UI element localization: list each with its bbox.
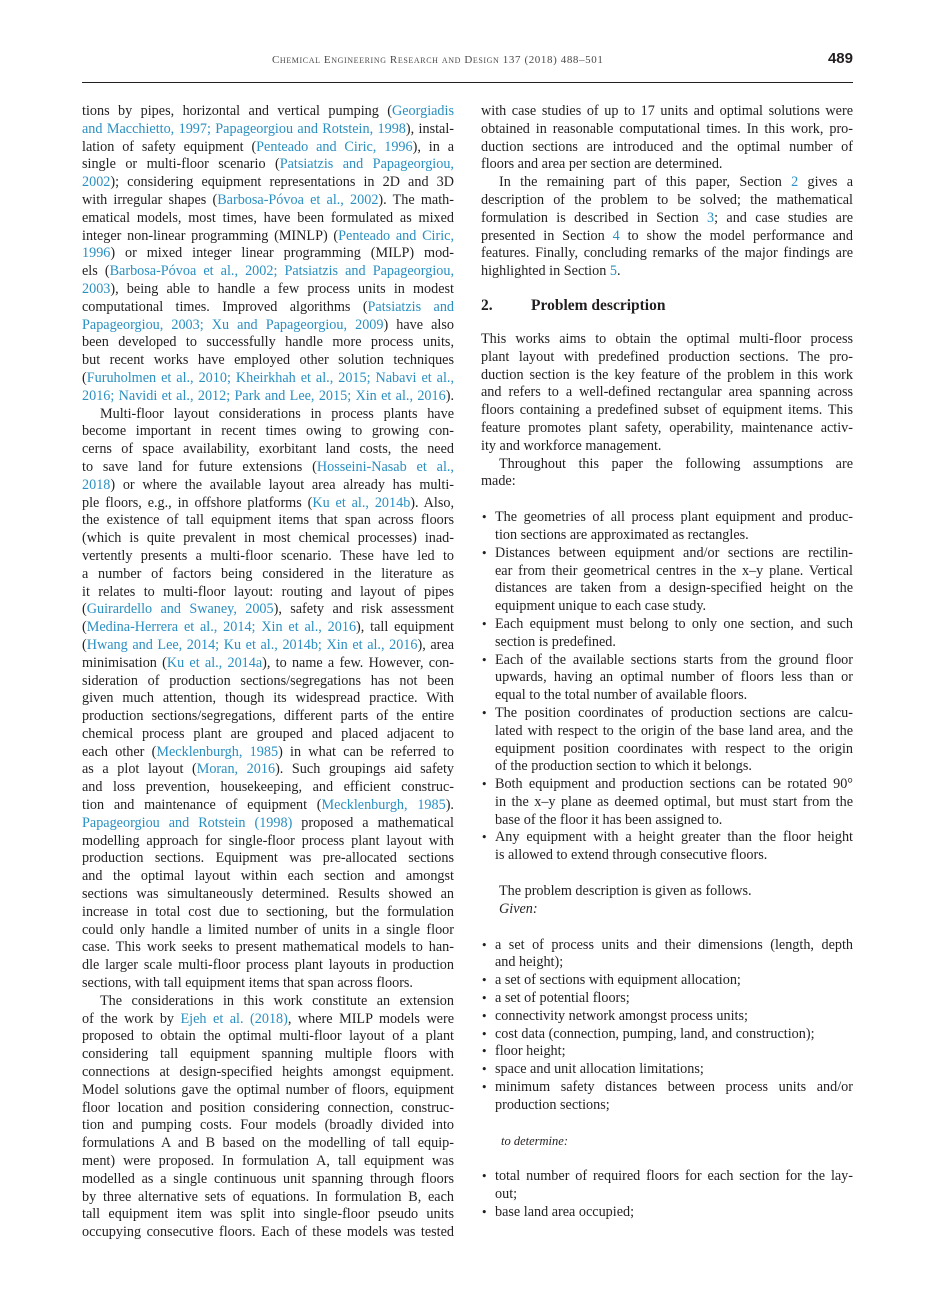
text-line: base of the floor it has been assigned to. — [495, 811, 723, 828]
text-run: dle larger scale multi-floor process plant layouts in production — [82, 957, 454, 974]
text-line: upwards, having an optimal number of floors less than or — [495, 669, 853, 686]
bullet-icon: • — [481, 653, 488, 667]
citation-link[interactable]: Mecklenburgh, 1985 — [156, 743, 279, 760]
bullet-icon: • — [481, 1081, 488, 1095]
text-run: proposed to obtain the optimal multi-floor layout of a plant — [82, 1028, 454, 1045]
text-run: Throughout this paper the following assumptions are — [499, 455, 853, 472]
text-line: out; — [495, 1186, 518, 1203]
text-line — [82, 423, 454, 441]
bullet-icon: • — [481, 1045, 488, 1059]
assumption-item — [481, 652, 853, 705]
text-run: obtained in reasonable computational times. In this work, pro- — [481, 120, 853, 137]
citation-link[interactable]: Guirardello and Swaney, 2005 — [86, 601, 274, 618]
bullet-icon: • — [481, 1206, 488, 1220]
text-line — [481, 210, 853, 228]
text-run: and loss prevention, housekeeping, and efficient construc- — [82, 779, 454, 796]
text-run: features. Finally, concluding remarks of the major findings are — [481, 245, 853, 262]
text-run: feature promotes plant safety, operability, maintenance activ- — [481, 419, 853, 436]
text-run: single or multi-floor scenario ( — [82, 156, 280, 173]
text-line: Distances between equipment and/or sections are rectilin- — [495, 544, 853, 561]
text-line — [481, 228, 853, 246]
text-line — [82, 139, 454, 157]
text-line — [82, 708, 454, 726]
text-run: sections, with tall equipment items that span across floors. — [82, 975, 413, 992]
text-line — [82, 673, 454, 691]
text-run: ). The math- — [378, 191, 454, 208]
text-run: been developed to successfully handle more process units, — [82, 334, 454, 351]
text-line — [82, 655, 454, 673]
text-line: Any equipment with a height greater than the floor height — [495, 829, 853, 846]
text-run: , where MILP models were — [287, 1010, 455, 1027]
text-line — [481, 331, 853, 349]
text-run: could only handle a limited number of units in a single floor — [82, 921, 454, 938]
text-run: production sections. Equipment was pre-allocated sections — [82, 850, 454, 867]
given-item — [481, 1043, 853, 1061]
citation-link[interactable]: Barbosa-Póvoa et al., 2002 — [217, 191, 379, 208]
text-line: a set of potential floors; — [495, 990, 630, 1007]
text-run: tions by pipes, horizontal and vertical pumping ( — [82, 103, 392, 119]
assumption-item — [481, 616, 853, 652]
text-line: is allowed to extend through consecutive floors. — [495, 847, 768, 864]
given-label: Given: — [499, 900, 538, 917]
text-run: as a plot layout ( — [82, 761, 197, 778]
text-run: tion and pumping costs. Four models (broadly divided into — [82, 1117, 454, 1134]
text-run: duction sections are introduced and the optimal number of — [481, 138, 853, 155]
determine-item — [481, 1204, 853, 1222]
text-line — [481, 402, 853, 420]
determine-list — [481, 1168, 853, 1221]
text-line: equipment unique to each case study. — [495, 598, 707, 615]
text-run: increase in total cost due to sectioning, but the formulation — [82, 903, 454, 920]
text-line — [481, 349, 853, 367]
problem-statement: The problem description is given as follows. — [499, 883, 752, 900]
text-run: production sections/segregations, different parts of the entire — [82, 708, 454, 725]
text-run: ). Such groupings aid safety — [275, 761, 455, 778]
citation-link[interactable]: 2002 — [82, 174, 111, 191]
text-line — [481, 367, 853, 385]
given-label-text: Given — [499, 900, 533, 917]
text-line — [82, 1189, 454, 1207]
text-run: connections at design-specified heights amongst equipment. — [82, 1064, 454, 1081]
text-line — [82, 210, 454, 228]
text-run: lation of safety equipment ( — [82, 138, 257, 155]
text-line — [82, 121, 454, 139]
text-run: ) or mixed integer linear programming (MILP) mod- — [110, 245, 454, 262]
text-run: the existence of tall equipment items that span across floors — [82, 512, 454, 529]
text-run: cerns of space availability, exorbitant land costs, the need — [82, 441, 454, 458]
text-run: floors and area per section are determined. — [481, 156, 723, 173]
text-line — [481, 156, 853, 174]
text-run: Multi-floor layout considerations in process plants have — [100, 405, 454, 422]
text-line: total number of required floors for each section for the lay- — [495, 1168, 853, 1185]
text-line: cost data (connection, pumping, land, and construction); — [495, 1025, 815, 1042]
bullet-icon: • — [481, 1009, 488, 1023]
bullet-icon: • — [481, 706, 488, 720]
text-line — [82, 904, 454, 922]
bullet-icon: • — [481, 617, 488, 631]
text-line — [82, 1171, 454, 1189]
text-line — [82, 495, 454, 513]
text-line — [82, 939, 454, 957]
text-line — [82, 744, 454, 762]
bullet-icon: • — [481, 974, 488, 988]
text-run: occupying consecutive floors. Each of these models was tested — [82, 1224, 454, 1241]
determine-label: to determine: — [501, 1133, 569, 1148]
intro-paragraphs — [481, 103, 853, 281]
text-run: and the optimal layout within each section and amongst — [82, 868, 454, 885]
citation-link[interactable]: Mecklenburgh, 1985 — [321, 797, 446, 814]
text-line — [481, 139, 853, 157]
text-run: plant layout with predefined production sections. The pro- — [481, 348, 853, 365]
text-line — [82, 370, 454, 388]
bullet-icon: • — [481, 1027, 488, 1041]
text-line: tion sections are approximated as rectangles. — [495, 526, 749, 543]
text-run: ); considering equipment representations in 2D and 3D — [110, 174, 454, 191]
section-heading — [481, 297, 853, 317]
text-line — [82, 156, 454, 174]
text-run: case. This work seeks to present mathematical models to han- — [82, 939, 454, 956]
given-list — [481, 937, 853, 1115]
given-item — [481, 972, 853, 990]
text-run: duction section is the key feature of the problem in this work — [481, 366, 853, 383]
text-run: ment) were proposed. In formulation A, tall equipment was — [82, 1153, 454, 1170]
text-line — [82, 352, 454, 370]
citation-link[interactable]: 2018 — [82, 476, 111, 493]
citation-link[interactable]: Penteado and Ciric, — [338, 227, 454, 244]
text-line: a set of process units and their dimensions (length, depth — [495, 936, 853, 953]
citation-link[interactable]: Patsiatzis and Papageorgiou, — [279, 156, 454, 173]
text-run: floors containing a predefined subset of equipment items. This — [481, 402, 853, 419]
text-run: integer non-linear programming (MINLP) ( — [82, 227, 339, 244]
text-line — [82, 761, 454, 779]
text-run: to show the model performance and — [619, 227, 853, 244]
text-run: highlighted in Section — [481, 263, 610, 280]
text-line: a set of sections with equipment allocation; — [495, 972, 741, 989]
text-run: chemical process plant are grouped and placed adjacent to — [82, 725, 454, 742]
text-line: section is predefined. — [495, 633, 616, 650]
assumptions-list — [481, 509, 853, 865]
text-line: space and unit allocation limitations; — [495, 1061, 704, 1078]
text-line: production sections; — [495, 1096, 610, 1113]
text-line — [82, 1028, 454, 1046]
text-line — [481, 420, 853, 438]
text-run: ), safety and risk assessment — [273, 601, 454, 618]
bullet-icon: • — [481, 778, 488, 792]
text-run: ( — [82, 601, 87, 618]
text-line — [82, 886, 454, 904]
citation-link[interactable]: 1996 — [82, 245, 111, 262]
text-run: ity and workforce management. — [481, 437, 662, 454]
text-run: ), tall equipment — [356, 619, 454, 636]
text-run: ). — [445, 797, 454, 814]
problem-description — [481, 331, 853, 491]
page-number: 489 — [827, 50, 853, 67]
text-line: Both equipment and production sections can be rotated 90° — [495, 776, 853, 793]
citation-link[interactable]: Ku et al., 2014a — [166, 654, 263, 671]
text-run: a number of factors being considered in the literature as — [82, 565, 454, 582]
text-line: ear from their geometrical centres in the x–y plane. Vertical — [495, 562, 853, 579]
text-run: ) have also — [383, 316, 454, 333]
bullet-icon: • — [481, 1063, 488, 1077]
given-item — [481, 990, 853, 1008]
text-line — [82, 1224, 454, 1242]
text-run: ; and case studies are — [714, 209, 853, 226]
text-run: els ( — [82, 263, 110, 280]
given-item — [481, 1008, 853, 1026]
text-run: formulation is described in Section — [481, 209, 708, 226]
citation-link[interactable]: and Macchietto, 1997; Papageorgiou and Rotstein, 1998 — [82, 120, 406, 137]
text-line — [82, 637, 454, 655]
text-line — [481, 121, 853, 139]
citation-link[interactable]: 4 — [612, 227, 620, 244]
text-run: This works aims to obtain the optimal multi-floor process — [481, 330, 853, 347]
text-line — [82, 317, 454, 335]
text-run: sideration of production sections/segregations has not been — [82, 672, 454, 689]
text-line — [82, 566, 454, 584]
text-line — [481, 473, 853, 491]
text-run: ( — [82, 369, 87, 386]
text-run: tion and maintenance of equipment ( — [82, 797, 322, 814]
text-run: presented in Section — [481, 227, 613, 244]
text-run: ple floors, e.g., in offshore platforms ( — [82, 494, 313, 511]
text-run: modelling approach for single-floor process plant layout with — [82, 832, 454, 849]
text-line — [82, 281, 454, 299]
citation-link[interactable]: Penteado and Ciric, 1996 — [256, 138, 413, 155]
text-line — [481, 438, 853, 456]
text-run: become important in recent times owing to growing con- — [82, 423, 454, 440]
citation-link[interactable]: Papageorgiou, 2003; Xu and Papageorgiou, 2009 — [82, 316, 384, 333]
text-line: The position coordinates of production sections are calcu- — [495, 704, 853, 721]
text-line — [82, 1082, 454, 1100]
text-line: Each equipment must belong to only one section, and such — [495, 615, 853, 632]
text-run: ). Also, — [410, 494, 454, 511]
text-line — [481, 263, 853, 281]
assumption-item — [481, 509, 853, 545]
text-run: ). — [445, 387, 454, 404]
given-item — [481, 1061, 853, 1079]
right-column — [481, 103, 853, 1222]
text-line — [82, 1100, 454, 1118]
text-run: description of the problem to be solved; the mathematical — [481, 191, 853, 208]
assumption-item — [481, 776, 853, 829]
citation-link[interactable]: Furuholmen et al., 2010; Kheirkhah et al., 2015; Nabavi et al., — [86, 369, 454, 386]
text-run: proposed a mathematical — [292, 814, 454, 831]
text-line — [82, 690, 454, 708]
text-run: ) in what can be referred to — [278, 743, 454, 760]
text-line — [82, 459, 454, 477]
text-line — [82, 1011, 454, 1029]
citation-link[interactable]: Medina-Herrera et al., 2014; Xin et al., 2016 — [86, 619, 357, 636]
assumption-item — [481, 829, 853, 865]
text-line: in the x–y plane as deemed optimal, but must start from the — [495, 793, 853, 810]
page-header — [82, 50, 853, 83]
text-line: base land area occupied; — [495, 1204, 635, 1221]
text-line: connectivity network amongst process units; — [495, 1007, 748, 1024]
assumption-item — [481, 545, 853, 616]
citation-link[interactable]: Georgiadis — [392, 103, 454, 119]
citation-link[interactable]: 2003 — [82, 280, 111, 297]
citation-link[interactable]: 5 — [609, 263, 617, 280]
text-line — [82, 779, 454, 797]
bullet-icon: • — [481, 511, 488, 525]
text-run: with irregular shapes ( — [82, 191, 218, 208]
text-line: equipment position coordinates with respect to the origin — [495, 740, 853, 757]
text-line — [82, 228, 454, 246]
text-run: In the remaining part of this paper, Section — [499, 174, 792, 191]
text-line — [82, 263, 454, 281]
text-line — [82, 601, 454, 619]
text-line — [82, 850, 454, 868]
section-number: 2. — [481, 296, 493, 314]
text-line — [481, 384, 853, 402]
text-line — [82, 975, 454, 993]
text-line — [82, 584, 454, 602]
running-head: Chemical Engineering Research and Design 137 (2018) 488–501 — [272, 54, 604, 66]
section-title: Problem description — [531, 296, 666, 314]
text-run: vertently presents a multi-floor scenario. These have led to — [82, 547, 454, 564]
text-line — [82, 548, 454, 566]
citation-link[interactable]: Ku et al., 2014b — [312, 494, 411, 511]
text-line — [82, 299, 454, 317]
text-line — [82, 192, 454, 210]
given-item — [481, 1079, 853, 1115]
text-line — [481, 245, 853, 263]
text-line: The geometries of all process plant equipment and produc- — [495, 509, 853, 526]
text-line — [82, 1206, 454, 1224]
text-run: given much attention, though its widespread practice. With — [82, 690, 454, 707]
text-line — [82, 245, 454, 263]
text-line — [82, 388, 454, 406]
given-item — [481, 1026, 853, 1044]
text-run: sections was simultaneously determined. Results showed an — [82, 886, 454, 903]
text-run: made: — [481, 473, 516, 490]
citation-link[interactable]: Barbosa-Póvoa et al., 2002; Patsiatzis and Papageorgiou, — [109, 263, 454, 280]
text-run: formulations A and B based on the modelling of tall equip- — [82, 1135, 454, 1152]
text-line: distances are taken from a design-specified height on the — [495, 580, 853, 597]
determine-item — [481, 1168, 853, 1204]
text-line — [82, 797, 454, 815]
text-line: Each of the available sections starts from the ground floor — [495, 651, 853, 668]
text-line — [82, 815, 454, 833]
text-line — [82, 1117, 454, 1135]
text-run: ), to name a few. However, con- — [262, 654, 454, 671]
text-run: minimisation ( — [82, 654, 167, 671]
text-line — [82, 1046, 454, 1064]
text-line — [82, 406, 454, 424]
bullet-icon: • — [481, 1170, 488, 1184]
citation-link[interactable]: Ejeh et al. (2018) — [180, 1010, 288, 1027]
text-line — [82, 868, 454, 886]
bullet-icon: • — [481, 831, 488, 845]
text-run: The considerations in this work constitute an extension — [100, 992, 454, 1009]
text-line — [82, 1135, 454, 1153]
text-line — [82, 530, 454, 548]
text-line: floor height; — [495, 1043, 566, 1060]
citation-link[interactable]: Moran, 2016 — [196, 761, 276, 778]
text-run: (which is quite prevalent in most chemical processes) inad- — [82, 530, 454, 547]
text-run: by three alternative sets of equations. In formulation B, each — [82, 1188, 454, 1205]
text-line — [82, 922, 454, 940]
text-line: minimum safety distances between process units and/or — [495, 1079, 853, 1096]
text-line: equal to the total number of available floors. — [495, 687, 748, 704]
text-run: ematical models, most times, have been formulated as mixed — [82, 209, 454, 226]
text-line — [82, 726, 454, 744]
text-run: ( — [82, 619, 87, 636]
text-run: ), area — [417, 636, 454, 653]
text-line: of the production section to which it belongs. — [495, 758, 752, 775]
text-line — [82, 441, 454, 459]
text-line — [82, 174, 454, 192]
text-run: ) or where the available layout area already has multi- — [110, 476, 454, 493]
text-line — [481, 456, 853, 474]
text-line — [82, 512, 454, 530]
left-column — [82, 103, 454, 1242]
text-line — [82, 993, 454, 1011]
citation-link[interactable]: 2 — [791, 174, 799, 191]
text-run: ), being able to handle a few process units in modest — [110, 280, 454, 297]
text-run: and refers to a well-defined rectangular area spanning across — [481, 384, 853, 401]
text-line — [82, 103, 454, 121]
citation-link[interactable]: Hosseini-Nasab et al., — [316, 458, 454, 475]
text-run: ( — [82, 636, 87, 653]
text-run: tall equipment item was split into single-floor pseudo units — [82, 1206, 454, 1223]
text-run: each other ( — [82, 743, 157, 760]
bullet-icon: • — [481, 546, 488, 560]
text-run: of the work by — [82, 1010, 181, 1027]
citation-link[interactable]: 2016; Navidi et al., 2012; Park and Lee, 2015; Xin et al., 2016 — [82, 387, 446, 404]
citation-link[interactable]: 3 — [707, 209, 715, 226]
text-run: modelled as a single continuous unit spanning through floors — [82, 1170, 454, 1187]
text-run: gives a — [798, 174, 853, 191]
text-line: and height); — [495, 954, 564, 971]
text-line — [481, 103, 853, 121]
text-line — [82, 1064, 454, 1082]
text-run: ), in a — [412, 138, 455, 155]
text-run: but recent works have employed other solution techniques — [82, 352, 454, 369]
text-line — [481, 174, 853, 192]
text-run: computational times. Improved algorithms ( — [82, 298, 368, 315]
determine-label-text: to determine — [501, 1133, 564, 1148]
text-line — [82, 1153, 454, 1171]
text-run: considering tall equipment spanning multiple floors with — [82, 1046, 454, 1063]
bullet-icon: • — [481, 938, 488, 952]
text-run: . — [616, 263, 621, 280]
text-line — [82, 334, 454, 352]
citation-link[interactable]: Patsiatzis and — [367, 298, 455, 315]
text-line — [82, 619, 454, 637]
citation-link[interactable]: Papageorgiou and Rotstein (1998) — [82, 814, 293, 831]
given-item — [481, 937, 853, 973]
text-run: floor location and position considering connection, construc- — [82, 1099, 454, 1116]
assumption-item — [481, 705, 853, 776]
text-run: Model solutions gave the optimal number of floors, equipment — [82, 1081, 454, 1098]
text-line — [82, 833, 454, 851]
text-run: ), instal- — [405, 120, 455, 137]
bullet-icon: • — [481, 992, 488, 1006]
text-run: with case studies of up to 17 units and optimal solutions were — [481, 103, 853, 119]
text-run: to save land for future extensions ( — [82, 458, 317, 475]
citation-link[interactable]: Hwang and Lee, 2014; Ku et al., 2014b; Xin et al., 2016 — [86, 636, 418, 653]
text-line — [481, 192, 853, 210]
text-run: it relates to multi-floor layout: routing and layout of pipes — [82, 583, 454, 600]
text-line — [82, 477, 454, 495]
text-line: lated with respect to the origin of the base land area, and the — [495, 722, 853, 739]
text-line — [82, 957, 454, 975]
